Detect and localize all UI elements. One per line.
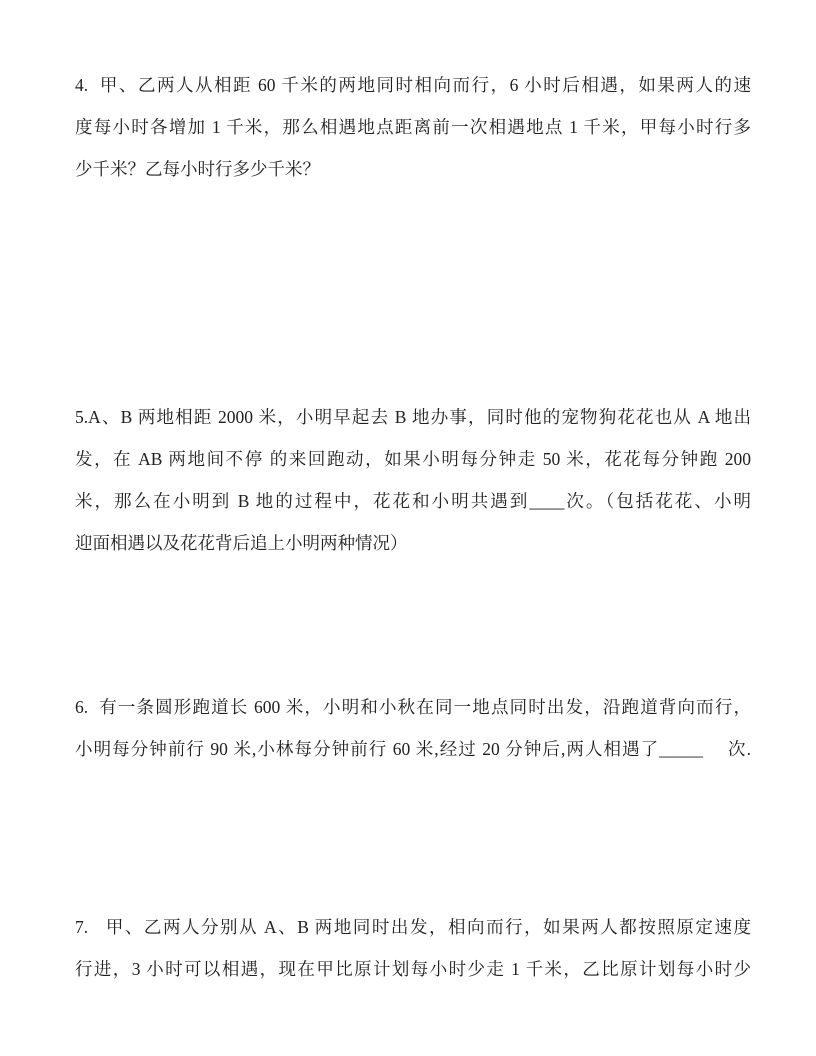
problem-4-line-2: 度每小时各增加 1 千米，那么相遇地点距离前一次相遇地点 1 千米，甲每小时行多 bbox=[75, 117, 751, 137]
problem-7-line-2: 行进，3 小时可以相遇，现在甲比原计划每小时少走 1 千米，乙比原计划每小时少 bbox=[75, 959, 751, 979]
problem-7 bbox=[75, 906, 751, 990]
problem-5-line-2: 发，在 AB 两地间不停 的来回跑动，如果小明每分钟走 50 米，花花每分钟跑 200 bbox=[75, 449, 751, 469]
problem-5-line-1: 5.A、B 两地相距 2000 米，小明早起去 B 地办事，同时他的宠物狗花花也从 A 地出 bbox=[75, 407, 751, 427]
problem-5-line-4: 迎面相遇以及花花背后追上小明两种情况） bbox=[75, 533, 408, 553]
problem-7-line-1: 7. 甲、乙两人分别从 A、B 两地同时出发，相向而行，如果两人都按照原定速度 bbox=[75, 917, 751, 937]
problem-4 bbox=[75, 64, 751, 190]
problem-4-line-1: 4. 甲、乙两人从相距 60 千米的两地同时相向而行，6 小时后相遇，如果两人的速 bbox=[75, 75, 751, 95]
problem-6-line-2: 小明每分钟前行 90 米,小林每分钟前行 60 米,经过 20 分钟后,两人相遇了_____ 次. bbox=[75, 739, 751, 759]
problem-6 bbox=[75, 686, 751, 770]
problem-4-line-3: 少千米？乙每小时行多少千米？ bbox=[75, 159, 320, 179]
problem-5 bbox=[75, 396, 751, 564]
problem-5-line-3: 米，那么在小明到 B 地的过程中，花花和小明共遇到____次。（包括花花、小明 bbox=[75, 491, 751, 511]
problem-6-line-1: 6. 有一条圆形跑道长 600 米，小明和小秋在同一地点同时出发，沿跑道背向而行， bbox=[75, 697, 751, 717]
